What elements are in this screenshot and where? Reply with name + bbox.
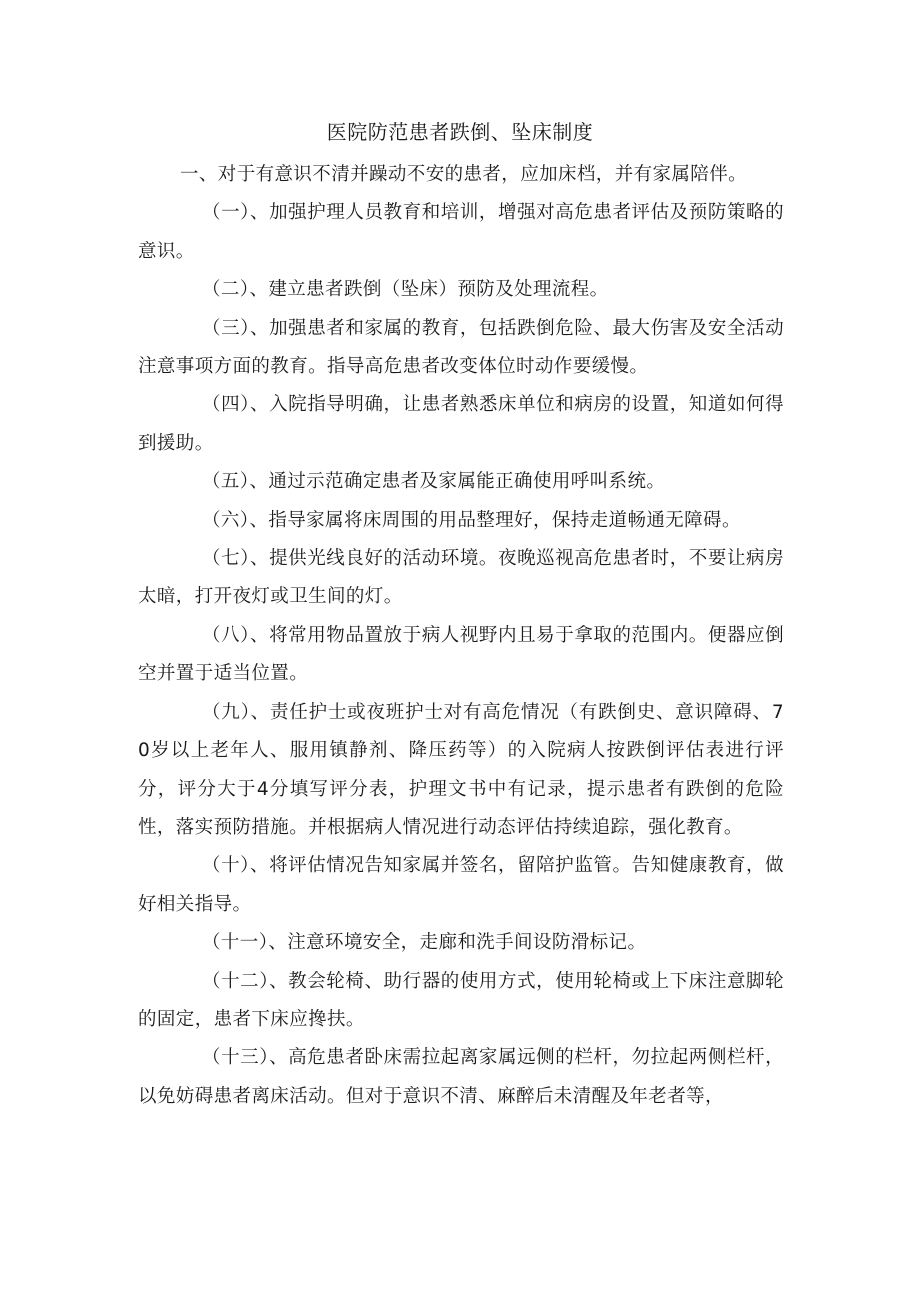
paragraph-6: （五）、通过示范确定患者及家属能正确使用呼叫系统。 [202, 471, 666, 493]
paragraph-1: 一、对于有意识不清并躁动不安的患者，应加床档，并有家属陪伴。 [180, 164, 748, 185]
paragraph-7: （六）、指导家属将床周围的用品整理好，保持走道畅通无障碍。 [202, 509, 741, 531]
paragraph-9: （八）、将常用物品置放于病人视野内且易于拿取的范围内。便器应倒空并置于适当位置。 [138, 624, 784, 685]
paragraph-4: （三）、加强患者和家属的教育，包括跌倒危险、最大伤害及安全活动注意事项方面的教育。指导高危患者改变体位时动作要缓慢。 [138, 317, 784, 378]
paragraph-14: （十三）、高危患者卧床需拉起离家属远侧的栏杆，勿拉起两侧栏杆，以免妨碍患者离床活动。但对于意识不清、麻醉后未清醒及年老者等， [138, 1047, 784, 1107]
paragraph-13: （十二）、教会轮椅、助行器的使用方式，使用轮椅或上下床注意脚轮的固定，患者下床应搀扶。 [138, 970, 784, 1030]
paragraph-2: （一）、加强护理人员教育和培训，增强对高危患者评估及预防策略的意识。 [138, 202, 784, 262]
paragraph-5: （四）、入院指导明确，让患者熟悉床单位和病房的设置，知道如何得到援助。 [138, 394, 784, 454]
paragraph-12: （十一）、注意环境安全，走廊和洗手间设防滑标记。 [202, 932, 647, 954]
document-body [138, 156, 784, 1116]
paragraph-10: （九）、责任护士或夜班护士对有高危情况（有跌倒史、意识障碍、70岁以上老年人、服用镇静剂、降压药等）的入院病人按跌倒评估表进行评分，评分大于4分填写评分表，护理文书中有记录，提示患者有跌倒的危险性，落实预防措施。并根据病人情况进行动态评估持续追踪，强化教育。 [138, 701, 784, 838]
paragraph-8: （七）、提供光线良好的活动环境。夜晚巡视高危患者时，不要让病房太暗，打开夜灯或卫生间的灯。 [138, 548, 784, 608]
paragraph-11: （十）、将评估情况告知家属并签名，留陪护监管。告知健康教育，做好相关指导。 [138, 855, 784, 915]
document-title: 医院防范患者跌倒、坠床制度 [326, 120, 594, 144]
paragraph-3: （二）、建立患者跌倒（坠床）预防及处理流程。 [202, 279, 609, 301]
